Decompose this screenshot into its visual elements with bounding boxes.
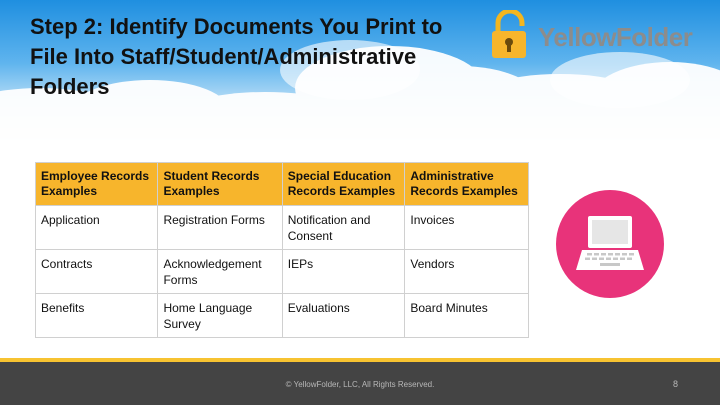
table-cell: Home Language Survey: [158, 294, 282, 338]
table-row: [36, 206, 529, 250]
table-cell: Vendors: [405, 250, 529, 294]
logo-text: YellowFolder: [538, 22, 693, 52]
footer-bar: [0, 362, 720, 405]
table-cell: Application: [36, 206, 158, 250]
header-student-records: Student Records Examples: [158, 163, 282, 206]
header-special-education-records: Special Education Records Examples: [282, 163, 405, 206]
laptop-badge: [556, 190, 664, 298]
header-row: [36, 163, 529, 206]
table-cell: Contracts: [36, 250, 158, 294]
header-employee-records: Employee Records Examples: [36, 163, 158, 206]
table-cell: Evaluations: [282, 294, 405, 338]
yellowfolder-logo: [490, 10, 700, 62]
records-table: [35, 162, 529, 338]
page-number: 8: [672, 379, 678, 389]
table-cell: Board Minutes: [405, 294, 529, 338]
table-cell: Invoices: [405, 206, 529, 250]
table-cell: Notification and Consent: [282, 206, 405, 250]
padlock-icon: [490, 10, 534, 60]
table-cell: Acknowledgement Forms: [158, 250, 282, 294]
table-cell: IEPs: [282, 250, 405, 294]
table-row: [36, 294, 529, 338]
table-cell: Benefits: [36, 294, 158, 338]
table-cell: Registration Forms: [158, 206, 282, 250]
copyright-text: © YellowFolder, LLC, All Rights Reserved.: [285, 380, 435, 389]
table-row: [36, 250, 529, 294]
slide-title: Step 2: Identify Documents You Print to File Into Staff/Student/Administrative Folders: [30, 14, 443, 99]
header-administrative-records: Administrative Records Examples: [405, 163, 529, 206]
